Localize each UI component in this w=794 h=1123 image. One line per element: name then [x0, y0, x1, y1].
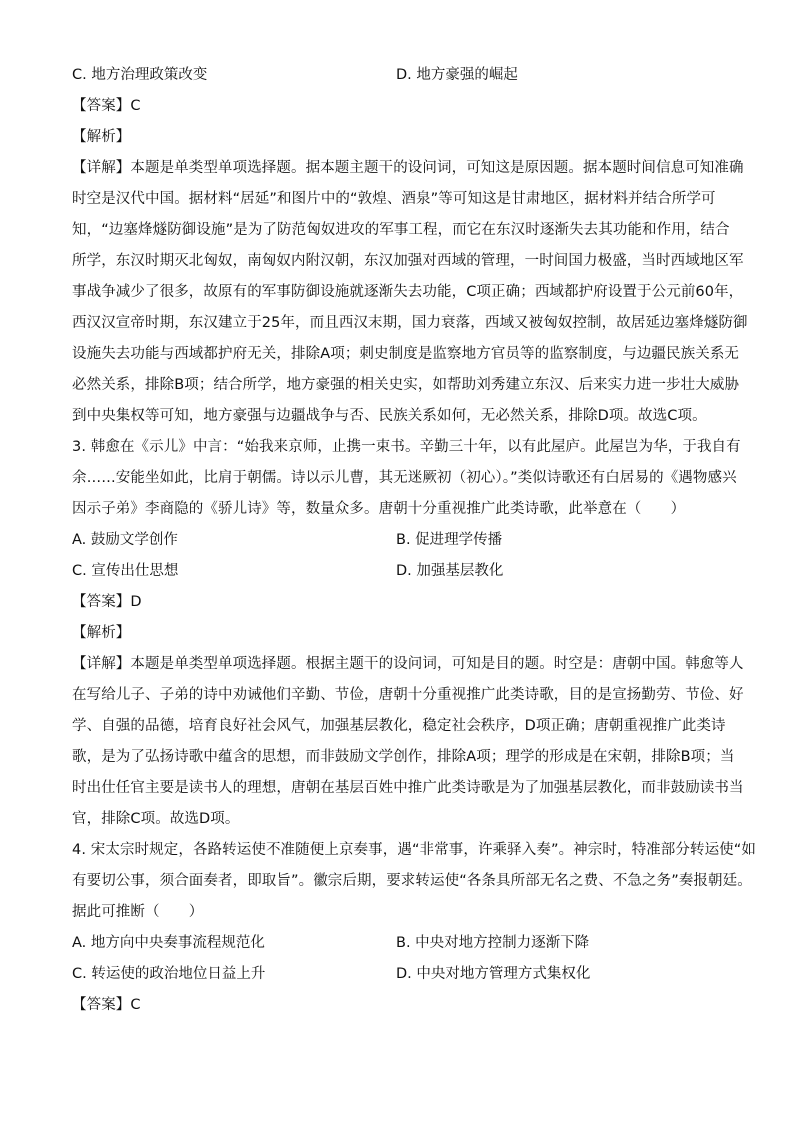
q3-answer: 【答案】D: [72, 594, 142, 610]
q3-detail-line: 在写给儿子、子弟的诗中劝诫他们辛勤、节俭，唐朝十分重视推广此类诗歌，目的是宣扬勤劳、节俭、好: [72, 687, 744, 703]
q3-stem-line: 3. 韩愈在《示儿》中言：“始我来京师，止携一束书。辛勤三十年，以有此屋庐。此屋岂为华，于我自有: [72, 439, 741, 455]
q2-detail-line: 所学，东汉时期灭北匈奴，南匈奴内附汉朝，东汉加强对西域的管理，一时间国力极盛，当时西域地区军: [72, 253, 744, 269]
q2-detail-line: 设施失去功能与西域都护府无关，排除A项；刺史制度是监察地方官员等的监察制度，与边疆民族关系无: [72, 346, 740, 362]
q3-stem-line: 因示子弟》李商隐的《骄儿诗》等，数量众多。唐朝十分重视推广此类诗歌，此举意在（ ）: [72, 501, 686, 517]
q4-option-b: B. 中央对地方控制力逐渐下降: [396, 935, 590, 951]
q2-option-d: D. 地方豪强的崛起: [396, 67, 518, 83]
q4-stem-line: 据此可推断（ ）: [72, 904, 204, 920]
q2-detail-line: 【详解】本题是单类型单项选择题。据本题主题干的设问词，可知这是原因题。据本题时间信息可知准确: [72, 160, 744, 176]
q4-option-a: A. 地方向中央奏事流程规范化: [72, 935, 265, 951]
q4-option-c: C. 转运使的政治地位日益上升: [72, 966, 266, 982]
document-page: [72, 60, 756, 1021]
q4-options-row-cd: [72, 959, 722, 990]
q3-options-row-cd: [72, 556, 722, 587]
q2-analysis-heading: 【解析】: [72, 129, 131, 145]
q3-stem: [72, 432, 741, 525]
q2-option-c: C. 地方治理政策改变: [72, 67, 208, 83]
q3-detail-line: 歌，是为了弘扬诗歌中蕴含的思想，而非鼓励文学创作，排除A项；理学的形成是在宋朝，排除B项；当: [72, 749, 735, 765]
q3-detail-line: 官，排除C项。故选D项。: [72, 811, 240, 827]
q4-stem-line: 4. 宋太宗时规定，各路转运使不准随便上京奏事，遇“非常事，许乘驿入奏”。神宗时，特准部分转运使“如: [72, 842, 756, 858]
q4-options-row-ab: [72, 928, 722, 959]
q3-detail-line: 时出仕任官主要是读书人的理想，唐朝在基层百姓中推广此类诗歌是为了加强基层教化，而非鼓励读书当: [72, 780, 744, 796]
q4-stem: [72, 835, 756, 928]
q3-stem-line: 余……安能坐如此，比肩于朝儒。诗以示儿曹，其无迷厥初（初心）。”类似诗歌还有白居易的《遇物感兴: [72, 470, 737, 486]
q3-detail-line: 【详解】本题是单类型单项选择题。根据主题干的设问词，可知是目的题。时空是：唐朝中国。韩愈等人: [72, 656, 744, 672]
q2-detail-line: 必然关系，排除B项；结合所学，地方豪强的相关史实，如帮助刘秀建立东汉、后来实力进一步壮大威胁: [72, 377, 740, 393]
q2-detail-line: 到中央集权等可知，地方豪强与边疆战争与否、民族关系如何，无必然关系，排除D项。故选C项。: [72, 408, 707, 424]
q2-options-row-cd: [72, 60, 722, 91]
q2-detail: [72, 153, 748, 432]
q4-answer: 【答案】C: [72, 997, 141, 1013]
q2-detail-line: 西汉汉宣帝时期，东汉建立于25年，而且西汉末期，国力衰落，西域又被匈奴控制，故居延边塞烽燧防御: [72, 315, 748, 331]
q3-options-row-ab: [72, 525, 722, 556]
q2-answer: 【答案】C: [72, 98, 141, 114]
q4-option-d: D. 中央对地方管理方式集权化: [396, 966, 591, 982]
q3-option-d: D. 加强基层教化: [396, 563, 504, 579]
q3-analysis-heading: 【解析】: [72, 625, 131, 641]
q4-stem-line: 有要切公事，须合面奏者，即取旨”。徽宗后期，要求转运使“各条具所部无名之费、不急之务”奏报朝廷。: [72, 873, 752, 889]
q3-option-c: C. 宣传出仕思想: [72, 563, 179, 579]
q3-option-a: A. 鼓励文学创作: [72, 532, 178, 548]
q2-detail-line: 时空是汉代中国。据材料“居延”和图片中的“敦煌、酒泉”等可知这是甘肃地区，据材料并结合所学可: [72, 191, 716, 207]
q3-option-b: B. 促进理学传播: [396, 532, 503, 548]
q3-detail-line: 学、自强的品德，培育良好社会风气，加强基层教化，稳定社会秩序，D项正确；唐朝重视推广此类诗: [72, 718, 726, 734]
q3-detail: [72, 649, 744, 835]
q2-detail-line: 知，“边塞烽燧防御设施”是为了防范匈奴进攻的军事工程，而它在东汉时逐渐失去其功能和作用，结合: [72, 222, 730, 238]
q2-detail-line: 事战争减少了很多，故原有的军事防御设施就逐渐失去功能，C项正确；西域都护府设置于公元前60年，: [72, 284, 744, 300]
